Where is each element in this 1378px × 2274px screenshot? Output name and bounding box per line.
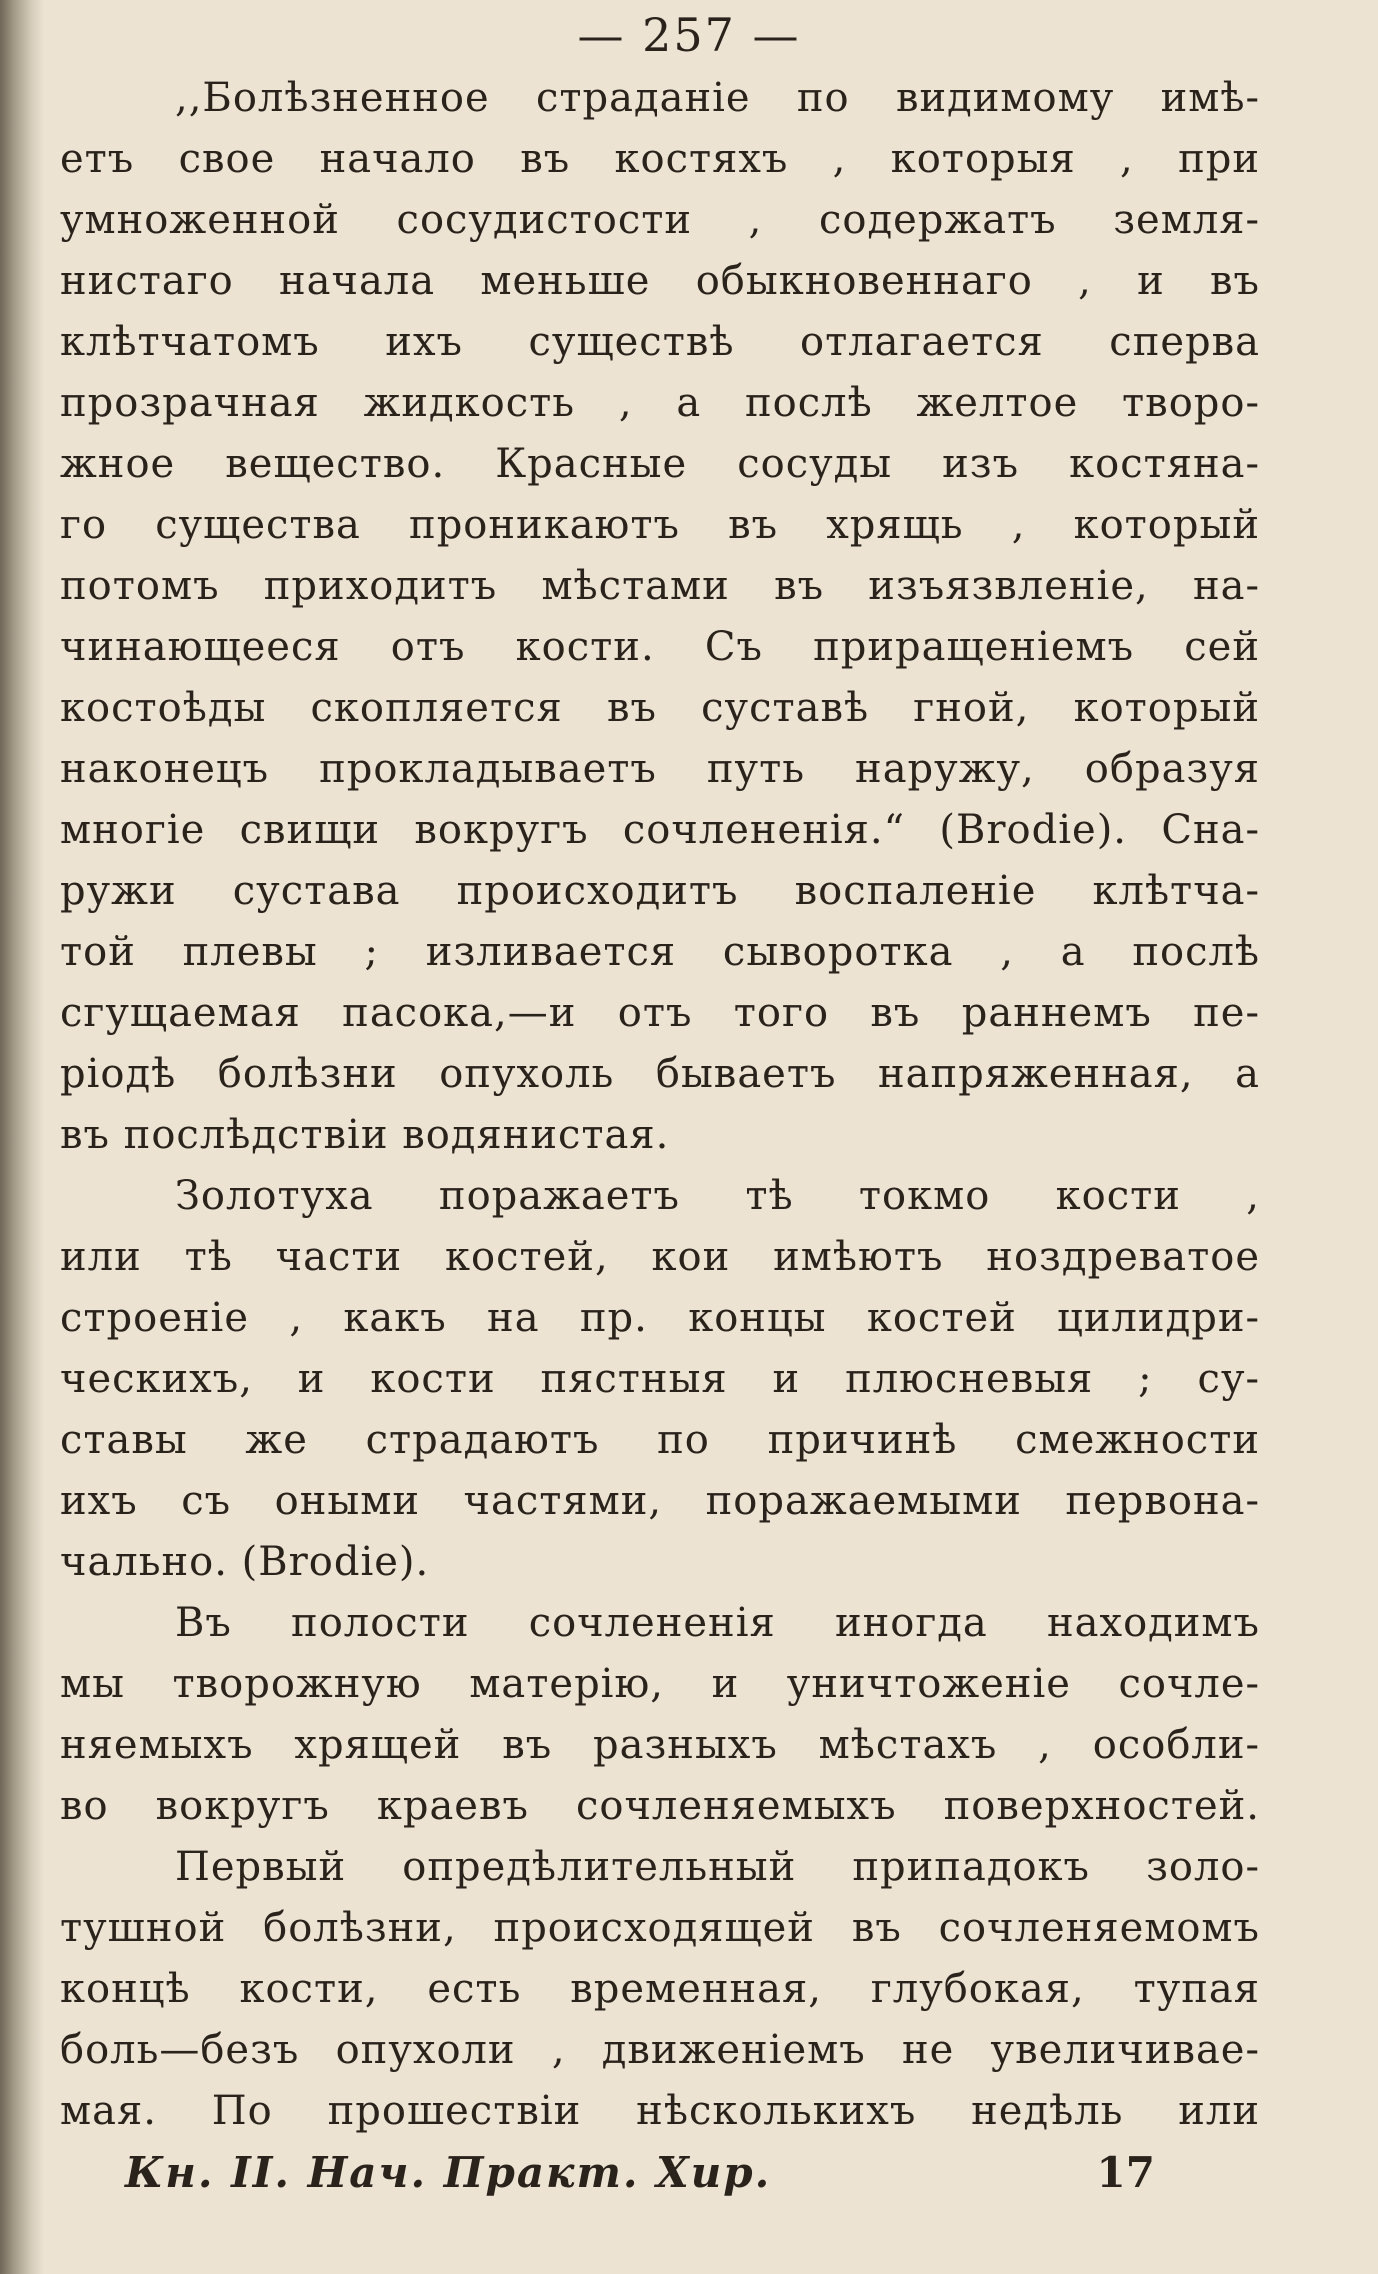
text-line: го существа проникаютъ въ хрящь , который — [60, 502, 1260, 548]
text-line: во вокругъ краевъ сочленяемыхъ поверхностей. — [60, 1783, 1260, 1829]
footer-sheet-number: 17 — [1096, 2148, 1155, 2197]
text-line: жное вещество. Красные сосуды изъ костяна- — [60, 441, 1260, 487]
text-line: тушной болѣзни, происходящей въ сочленяемомъ — [60, 1905, 1260, 1951]
text-line: боль—безъ опухоли , движеніемъ не увеличивае- — [60, 2027, 1260, 2073]
text-line: концѣ кости, есть временная, глубокая, тупая — [60, 1966, 1260, 2012]
page-footer — [125, 2148, 1155, 2208]
text-line: мы творожную матерію, и уничтоженіе сочле- — [60, 1661, 1260, 1707]
page-gutter-shadow — [0, 0, 44, 2274]
text-line: той плевы ; изливается сыворотка , а послѣ — [60, 929, 1260, 975]
text-line: наконецъ прокладываетъ путь наружу, образуя — [60, 746, 1260, 792]
text-line: ружи сустава происходитъ воспаленіе клѣтча- — [60, 868, 1260, 914]
text-line: чально. (Brodie). — [60, 1539, 430, 1585]
text-line: клѣтчатомъ ихъ существѣ отлагается сперва — [60, 319, 1260, 365]
text-line: ріодѣ болѣзни опухоль бываетъ напряженная, а — [60, 1051, 1260, 1097]
text-line: ческихъ, и кости пястныя и плюсневыя ; су- — [60, 1356, 1260, 1402]
text-line: ихъ съ оными частями, поражаемыми первона- — [60, 1478, 1260, 1524]
text-line: няемыхъ хрящей въ разныхъ мѣстахъ , особли- — [60, 1722, 1260, 1768]
text-line: чинающееся отъ кости. Съ приращеніемъ сей — [60, 624, 1260, 670]
text-line: сгущаемая пасока,—и отъ того въ раннемъ пе- — [60, 990, 1260, 1036]
text-line: нистаго начала меньше обыкновеннаго , и въ — [60, 258, 1260, 304]
text-line: ,,Болѣзненное страданіе по видимому имѣ- — [175, 75, 1260, 121]
text-line: въ послѣдствіи водянистая. — [60, 1112, 670, 1158]
body-text — [60, 68, 1260, 2142]
text-line: умноженной сосудистости , содержатъ земля- — [60, 197, 1260, 243]
text-line: Золотуха поражаетъ тѣ токмо кости , — [175, 1173, 1260, 1219]
text-line: ставы же страдаютъ по причинѣ смежности — [60, 1417, 1260, 1463]
text-line: многіе свищи вокругъ сочлененія.“ (Brodie). Сна- — [60, 807, 1260, 853]
text-line: етъ свое начало въ костяхъ , которыя , при — [60, 136, 1260, 182]
text-line: Въ полости сочлененія иногда находимъ — [175, 1600, 1260, 1646]
page-number: — 257 — — [577, 8, 801, 62]
text-line: или тѣ части костей, кои имѣютъ ноздреватое — [60, 1234, 1260, 1280]
text-line: костоѣды скопляется въ суставѣ гной, который — [60, 685, 1260, 731]
text-line: прозрачная жидкость , а послѣ желтое творо- — [60, 380, 1260, 426]
footer-signature: Кн. II. Нач. Практ. Хир. — [125, 2148, 772, 2197]
text-line: Первый опредѣлительный припадокъ золо- — [175, 1844, 1260, 1890]
text-line: мая. По прошествіи нѣсколькихъ недѣль или — [60, 2088, 1260, 2134]
text-line: строеніе , какъ на пр. концы костей цилидри- — [60, 1295, 1260, 1341]
text-line: потомъ приходитъ мѣстами въ изъязвленіе, на- — [60, 563, 1260, 609]
